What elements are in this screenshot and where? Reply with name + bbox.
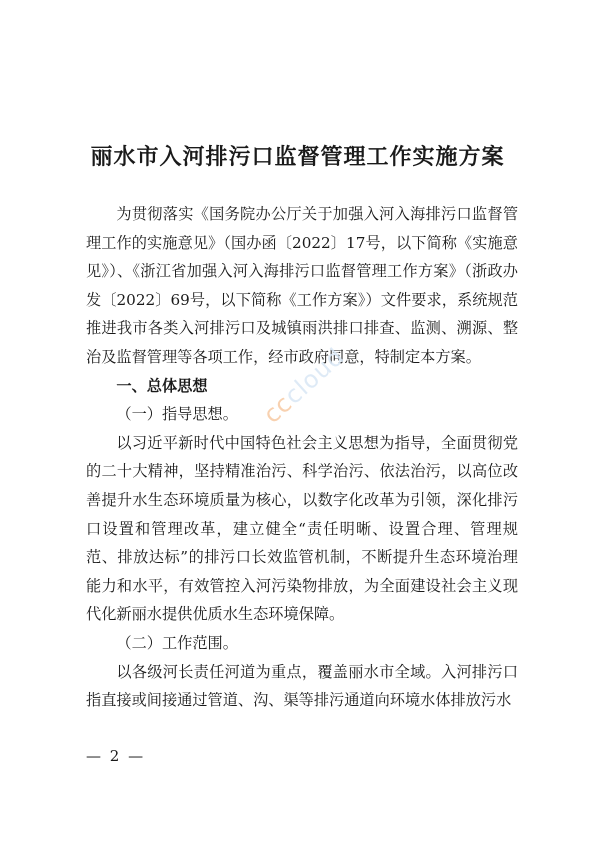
page-number: — 2 — (86, 747, 146, 765)
intro-paragraph: 为贯彻落实《国务院办公厅关于加强入河入海排污口监督管理工作的实施意见》（国办函〔2022〕17号，以下简称《实施意见》）、《浙江省加强入河入海排污口监督管理工作方案》（浙政办发〔2022〕69号，以下简称《工作方案》）文件要求，系统规范推进我市各类入河排污口及城镇雨洪排口排查、监测、溯源、整治及监督管理等各项工作，经市政府同意，特制定本方案。 (86, 205, 518, 366)
work-scope-paragraph: 以各级河长责任河道为重点，覆盖丽水市全域。入河排污口指直接或间接通过管道、沟、渠等排污通道向环境水体排放污水 (86, 662, 518, 710)
document-title: 丽水市入河排污口监督管理工作实施方案 (90, 144, 505, 170)
subsection-guiding-ideology: （一）指导思想。 (116, 405, 238, 424)
subsection-work-scope: （二）工作范围。 (116, 633, 238, 652)
section-heading-overall: 一、总体思想 (116, 376, 208, 395)
guiding-ideology-paragraph: 以习近平新时代中国特色社会主义思想为指导，全面贯彻党的二十大精神，坚持精准治污、科学治污、依法治污，以高位改善提升水生态环境质量为核心，以数字化改革为引领，深化排污口设置和管理改革，建立健全“责任明晰、设置合理、管理规范、排放达标”的排污口长效监管机制，不断提升生态环境治理能力和水平，有效管控入河污染物排放，为全面建设社会主义现代化新丽水提供优质水生态环境保障。 (86, 433, 518, 624)
document-body (86, 200, 518, 715)
watermark-prefix: cc (258, 389, 298, 429)
watermark-text: cloud (279, 342, 350, 410)
